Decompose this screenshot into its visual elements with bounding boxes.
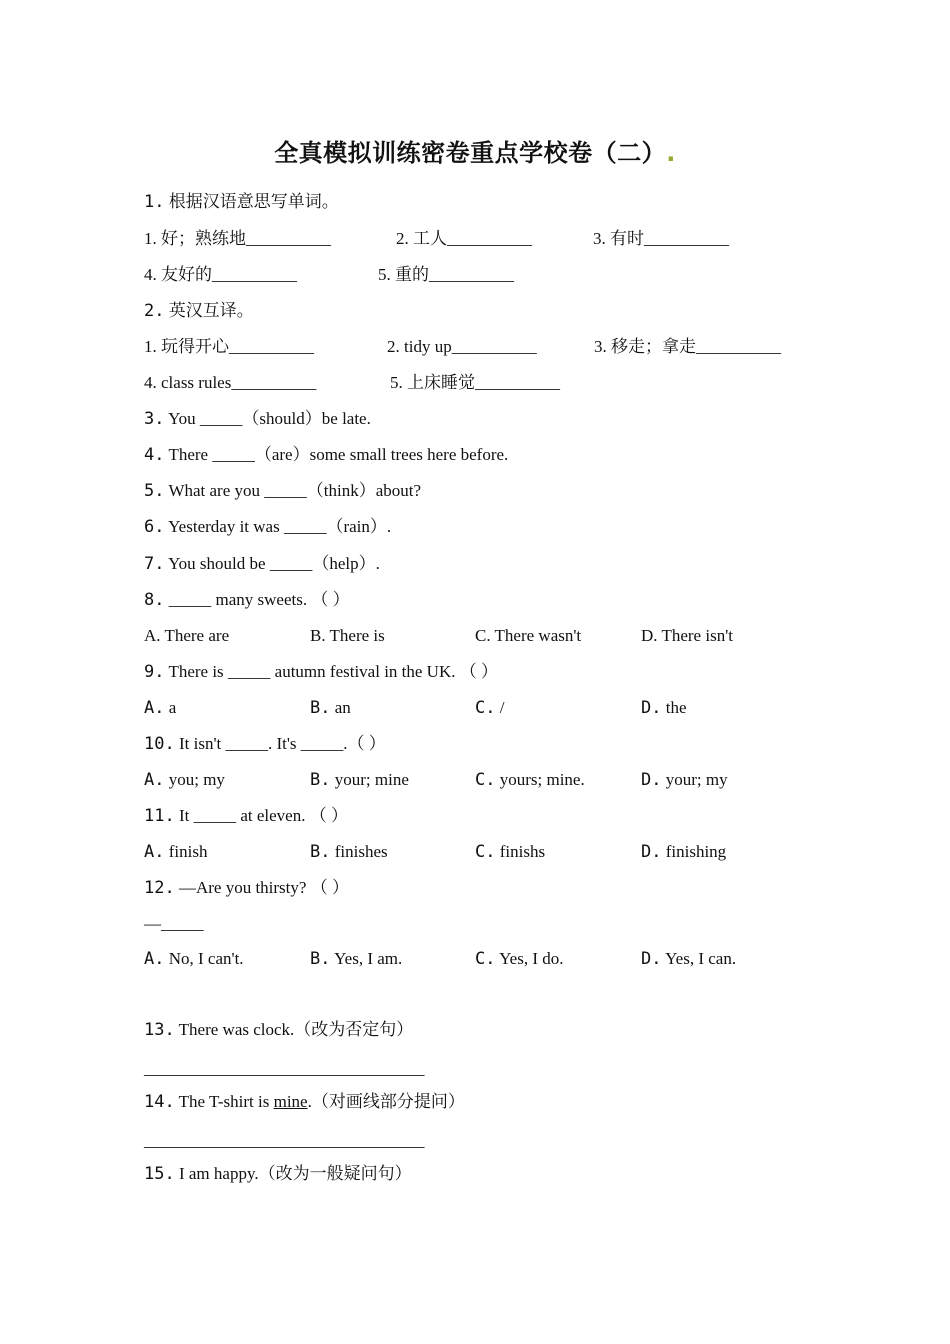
q11-option-c: C. finishs bbox=[475, 842, 546, 862]
question-6: 6. Yesterday it was _____（rain）. bbox=[144, 517, 392, 537]
q2-item-4: 4. class rules__________ bbox=[144, 373, 317, 392]
q9-option-d: D. the bbox=[641, 698, 687, 718]
q8-option-c: C. There wasn't bbox=[475, 626, 582, 645]
question-4: 4. There _____（are）some small trees here before. bbox=[144, 445, 509, 465]
q13-answer-line: _________________________________ bbox=[144, 1059, 425, 1078]
q2-item-5: 5. 上床睡觉__________ bbox=[390, 373, 560, 392]
q8-option-a: A. There are bbox=[144, 626, 230, 645]
q11-option-d: D. finishing bbox=[641, 842, 727, 862]
q10-option-d: D. your; my bbox=[641, 770, 728, 790]
q9-option-a: A. a bbox=[144, 698, 177, 718]
q2-item-3: 3. 移走；拿走__________ bbox=[594, 337, 781, 356]
q1-item-3: 3. 有时__________ bbox=[593, 229, 729, 248]
q14-answer-line: _________________________________ bbox=[144, 1131, 425, 1150]
q11-option-b: B. finishes bbox=[310, 842, 388, 862]
q9-option-c: C. / bbox=[475, 698, 505, 718]
question-13: 13. There was clock.（改为否定句） bbox=[144, 1020, 414, 1040]
q12-reply-blank: —_____ bbox=[144, 914, 204, 933]
q2-item-2: 2. tidy up__________ bbox=[387, 337, 537, 356]
question-11: 11. It _____ at eleven. （ ） bbox=[144, 806, 348, 826]
question-5: 5. What are you _____（think）about? bbox=[144, 481, 422, 501]
q10-option-b: B. your; mine bbox=[310, 770, 409, 790]
question-9: 9. There is _____ autumn festival in the UK. （ ） bbox=[144, 662, 498, 682]
question-3: 3. You _____（should）be late. bbox=[144, 409, 371, 429]
question-8: 8. _____ many sweets. （ ） bbox=[144, 590, 350, 610]
question-2: 2. 英汉互译。 bbox=[144, 301, 254, 321]
q8-option-b: B. There is bbox=[310, 626, 385, 645]
question-7: 7. You should be _____（help）. bbox=[144, 554, 380, 574]
q1-item-1: 1. 好；熟练地__________ bbox=[144, 229, 331, 248]
q2-item-1: 1. 玩得开心__________ bbox=[144, 337, 314, 356]
underlined-word: mine bbox=[273, 1092, 308, 1111]
q1-item-2: 2. 工人__________ bbox=[396, 229, 532, 248]
q11-option-a: A. finish bbox=[144, 842, 208, 862]
q1-item-4: 4. 友好的__________ bbox=[144, 265, 297, 284]
q10-option-c: C. yours; mine. bbox=[475, 770, 585, 790]
q12-option-b: B. Yes, I am. bbox=[310, 949, 403, 969]
q8-option-d: D. There isn't bbox=[641, 626, 733, 645]
page-title: 全真模拟训练密卷重点学校卷（二）. bbox=[274, 139, 676, 167]
q10-option-a: A. you; my bbox=[144, 770, 225, 790]
question-15: 15. I am happy.（改为一般疑问句） bbox=[144, 1164, 412, 1184]
question-1: 1. 根据汉语意思写单词。 bbox=[144, 192, 339, 212]
q9-option-b: B. an bbox=[310, 698, 351, 718]
question-10: 10. It isn't _____. It's _____.（ ） bbox=[144, 734, 386, 754]
question-14: 14. The T-shirt is mine.（对画线部分提问） bbox=[144, 1092, 465, 1112]
q1-item-5: 5. 重的__________ bbox=[378, 265, 514, 284]
question-12: 12. —Are you thirsty? （ ） bbox=[144, 878, 349, 898]
q12-option-d: D. Yes, I can. bbox=[641, 949, 737, 969]
q12-option-c: C. Yes, I do. bbox=[475, 949, 564, 969]
q12-option-a: A. No, I can't. bbox=[144, 949, 244, 969]
